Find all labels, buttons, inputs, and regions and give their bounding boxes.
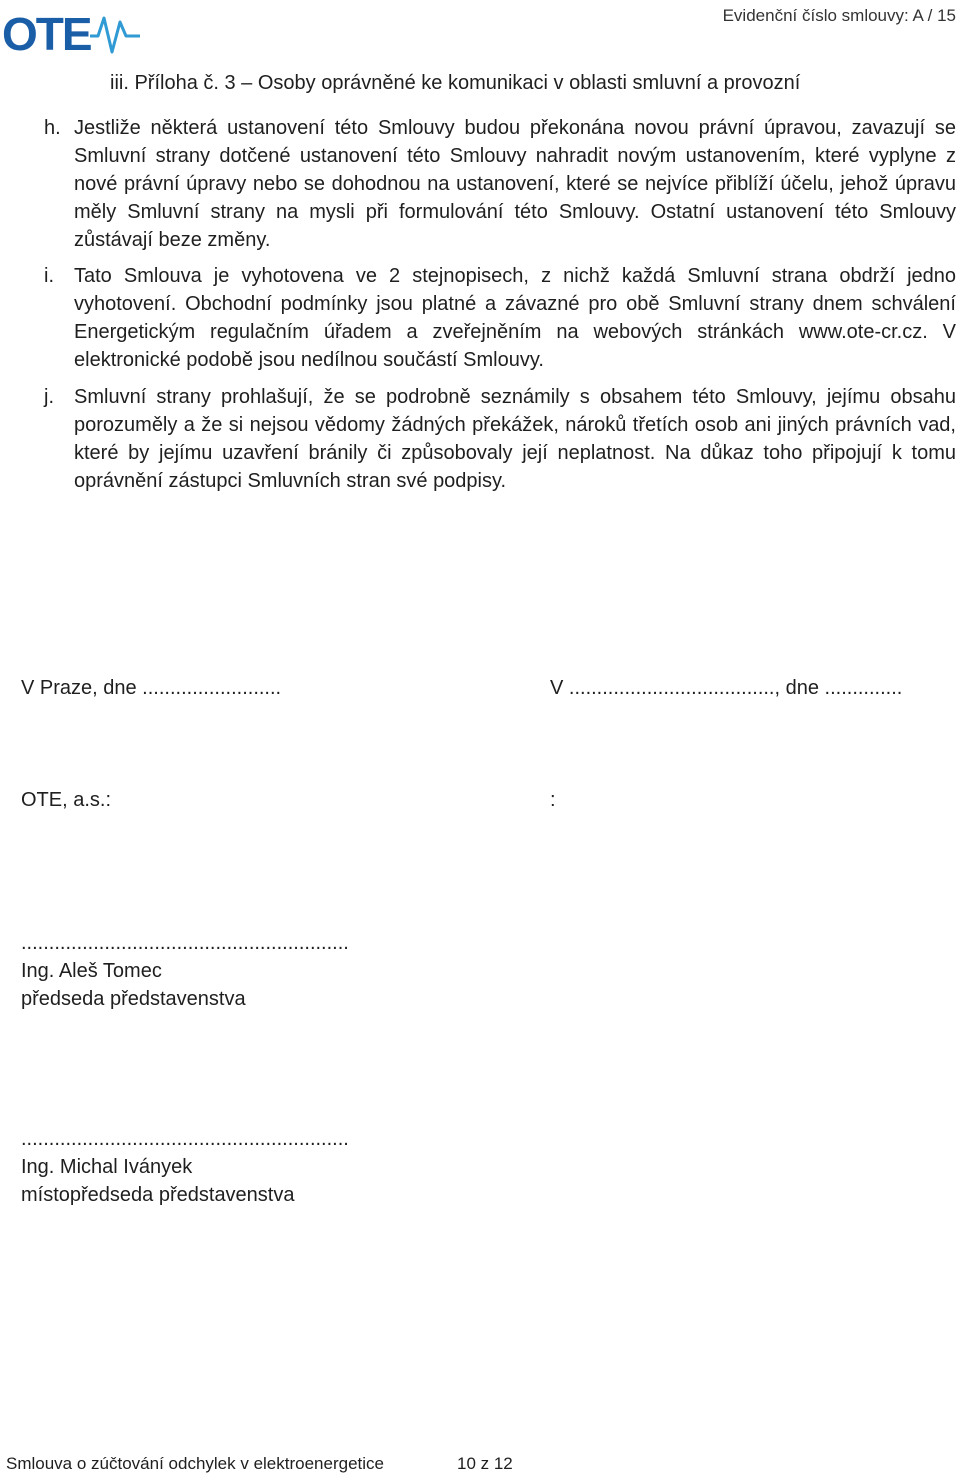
party-right: :	[550, 789, 556, 811]
contract-number: Evidenční číslo smlouvy: A / 15	[722, 6, 956, 25]
clause-text: Tato Smlouva je vyhotovena ve 2 stejnopisech, z nichž každá Smluvní strana obdrží jedno vyhotovení. Obchodní podmínky jsou platné a závazné pro obě Smluvní strany dnem schválení Energetickým regulačním úřadem a zveřejněním na webových stránkách www.ote-cr.cz. V elektronické podobě jsou nedílnou součástí Smlouvy.	[74, 265, 956, 371]
clause-j	[44, 383, 956, 495]
signer-name: Ing. Michal Iványek	[21, 1156, 193, 1178]
logo-text: OTE	[2, 8, 91, 56]
footer-page-number: 10 z 12	[457, 1454, 513, 1473]
clause-text: Smluvní strany prohlašují, že se podrobně seznámily s obsahem této Smlouvy, jejímu obsahu porozuměly a že si nejsou vědomy žádných překážek, nároků třetích osob ani jiných právních vad, které by jejímu uzavření bránily či způsobovaly její neplatnost. Na důkaz toho připojují k tomu oprávnění zástupci Smluvních stran své podpisy.	[74, 386, 956, 492]
party-left: OTE, a.s.:	[21, 789, 112, 811]
signature-line: ...........................................................	[21, 932, 349, 954]
ote-logo	[2, 8, 142, 56]
signer-role: místopředseda představenstva	[21, 1184, 295, 1206]
signer-role: předseda představenstva	[21, 988, 246, 1010]
clause-h	[44, 114, 956, 254]
place-date-left: V Praze, dne .........................	[21, 677, 282, 699]
clause-text: Jestliže některá ustanovení této Smlouvy budou překonána novou právní úpravou, zavazují se Smluvní strany dotčené ustanovení této Smlouvy nahradit novým ustanovením, které vyplyne z nové právní úpravy nebo se dohodnou na ustanovení, které se nejvíce přiblíží účelu, jehož úpravu měly Smluvní strany na mysli při formulování této Smlouvy. Ostatní ustanovení této Smlouvy zůstávají beze změny.	[74, 117, 956, 251]
signature-block-2	[21, 1125, 349, 1209]
clause-marker: h.	[44, 117, 61, 139]
signature-line: ...........................................................	[21, 1128, 349, 1150]
footer-document-title: Smlouva o zúčtování odchylek v elektroenergetice	[6, 1454, 384, 1473]
clause-marker: i.	[44, 265, 54, 287]
signer-name: Ing. Aleš Tomec	[21, 960, 162, 982]
logo-wave-icon	[90, 18, 140, 52]
clause-marker: j.	[44, 386, 54, 408]
annex-item: iii. Příloha č. 3 – Osoby oprávněné ke komunikaci v oblasti smluvní a provozní	[110, 72, 801, 94]
signature-block-1	[21, 929, 349, 1013]
clause-i	[44, 262, 956, 374]
place-date-right: V ....................................., dne ..............	[550, 677, 903, 699]
